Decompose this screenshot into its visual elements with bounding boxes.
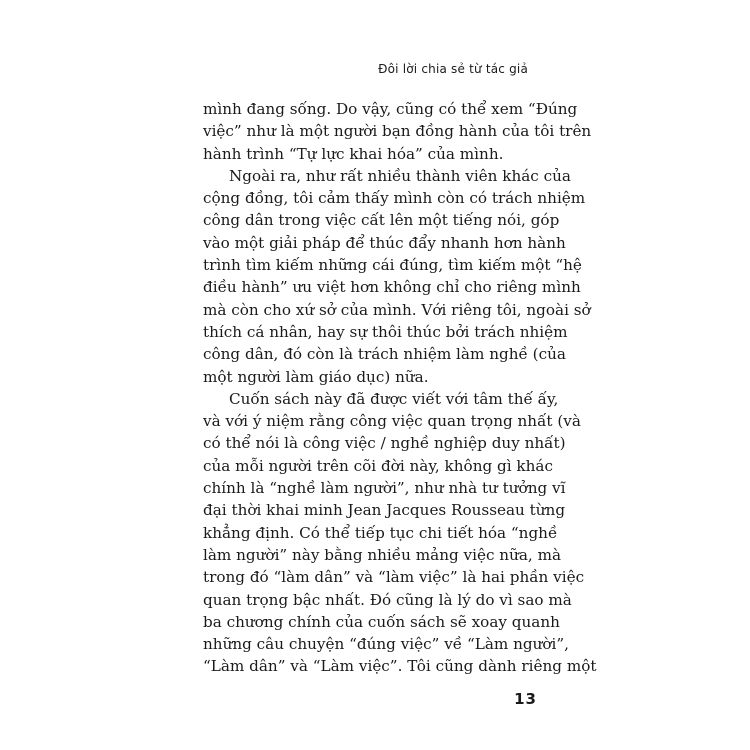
text-line: công dân trong việc cất lên một tiếng nói, góp: [203, 211, 560, 230]
text-line: hành trình “Tự lực khai hóa” của mình.: [203, 144, 504, 163]
text-line: điều hành” ưu việt hơn không chỉ cho riêng mình: [203, 278, 581, 297]
text-line: trong đó “làm dân” và “làm việc” là hai phần việc: [203, 568, 585, 587]
page-number: 13: [514, 690, 537, 708]
text-line: làm người” này bằng nhiều mảng việc nữa, mà: [203, 545, 562, 564]
text-line: quan trọng bậc nhất. Đó cũng là lý do vì sao mà: [203, 590, 572, 609]
text-line: của mỗi người trên cõi đời này, không gì khác: [203, 456, 553, 475]
text-line: việc” như là một người bạn đồng hành của tôi trên: [203, 122, 592, 141]
text-line: công dân, đó còn là trách nhiệm làm nghề (của: [203, 345, 566, 364]
text-line: khẳng định. Có thể tiếp tục chi tiết hóa “nghề: [203, 523, 558, 542]
text-line: ba chương chính của cuốn sách sẽ xoay quanh: [203, 612, 560, 631]
running-head: Đôi lời chia sẻ từ tác giả: [378, 62, 528, 76]
text-line: một người làm giáo dục) nữa.: [203, 367, 429, 386]
text-line: Ngoài ra, như rất nhiều thành viên khác của: [229, 166, 571, 185]
text-line: chính là “nghề làm người”, như nhà tư tưởng vĩ: [203, 479, 566, 498]
text-line: vào một giải pháp để thúc đẩy nhanh hơn hành: [203, 233, 566, 252]
text-line: trình tìm kiếm những cái đúng, tìm kiếm một “hệ: [203, 256, 582, 275]
text-line: mình đang sống. Do vậy, cũng có thể xem “Đúng: [203, 100, 578, 118]
body-text: [203, 98, 597, 678]
text-line: những câu chuyện “đúng việc” về “Làm người”,: [203, 635, 569, 654]
text-line: có thể nói là công việc / nghề nghiệp duy nhất): [203, 434, 566, 453]
text-line: cộng đồng, tôi cảm thấy mình còn có trách nhiệm: [203, 189, 586, 208]
text-line: đại thời khai minh Jean Jacques Rousseau từng: [203, 501, 566, 520]
text-line: thích cá nhân, hay sự thôi thúc bởi trách nhiệm: [203, 322, 568, 341]
text-line: và với ý niệm rằng công việc quan trọng nhất (và: [203, 412, 581, 431]
text-line: Cuốn sách này đã được viết với tâm thế ấy,: [229, 389, 559, 408]
text-line: mà còn cho xứ sở của mình. Với riêng tôi, ngoài sở: [203, 300, 591, 319]
text-line: “Làm dân” và “Làm việc”. Tôi cũng dành riêng một: [203, 657, 597, 676]
